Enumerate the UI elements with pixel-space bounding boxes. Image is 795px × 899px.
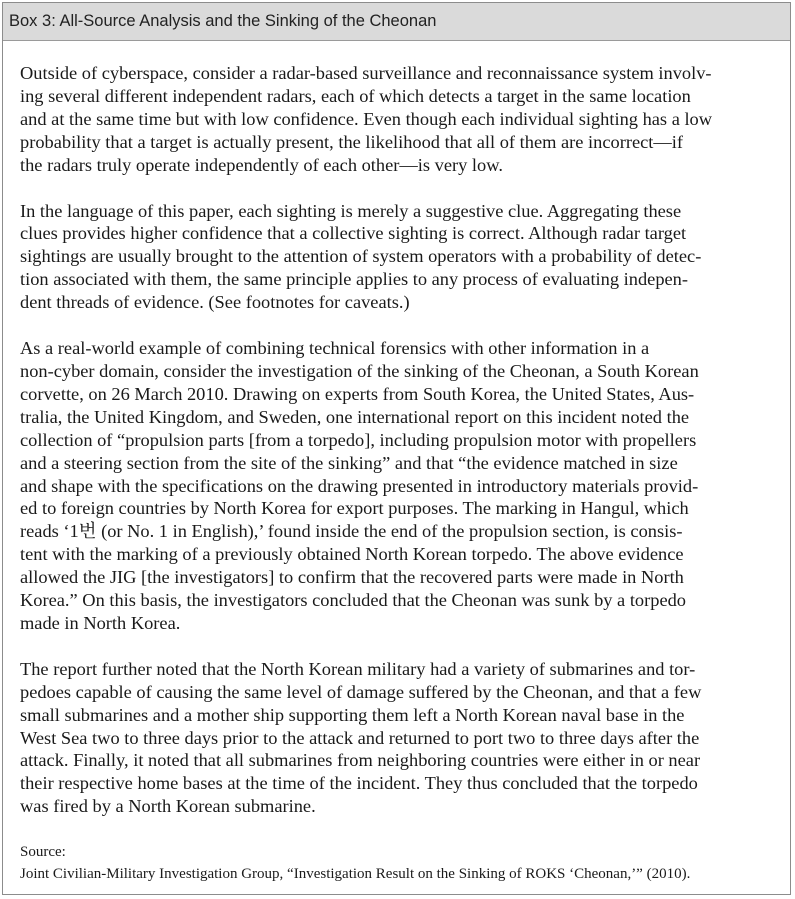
text-line: In the language of this paper, each sighting is merely a suggestive clue. Aggregating these — [20, 200, 682, 221]
text-line: and shape with the specifications on the drawing presented in introductory materials provid- — [20, 475, 699, 496]
text-line: Outside of cyberspace, consider a radar-based surveillance and reconnaissance system involv- — [20, 63, 712, 83]
text-line: clues provides higher confidence that a collective sighting is correct. Although radar target — [20, 223, 687, 244]
text-line: dent threads of evidence. (See footnotes for caveats.) — [20, 292, 410, 313]
text-line: pedoes capable of causing the same level of damage suffered by the Cheonan, and that a few — [20, 681, 702, 702]
text-line: tion associated with them, the same principle applies to any process of evaluating indepen- — [20, 269, 688, 290]
text-line: reads ‘1번 (or No. 1 in English),’ found inside the end of the propulsion section, is consis- — [20, 521, 683, 542]
sidebar-box — [2, 2, 791, 895]
source-note — [20, 841, 776, 885]
text-line: tralia, the United Kingdom, and Sweden, one international report on this incident noted the — [20, 406, 690, 427]
text-line: As a real-world example of combining technical forensics with other information in a — [20, 338, 650, 359]
text-line: attack. Finally, it noted that all submarines from neighboring countries were either in or near — [20, 750, 701, 771]
paragraph-radar — [20, 62, 776, 177]
text-line: and at the same time but with low confidence. Even though each individual sighting has a low — [20, 108, 713, 129]
text-line: Korea.” On this basis, the investigators concluded that the Cheonan was sunk by a torpedo — [20, 590, 686, 611]
text-line: the radars truly operate independently of each other—is very low. — [20, 154, 503, 175]
text-line: The report further noted that the North Korean military had a variety of submarines and tor- — [20, 658, 696, 679]
text-line: corvette, on 26 March 2010. Drawing on experts from South Korea, the United States, Aus- — [20, 383, 695, 404]
text-line: ed to foreign countries by North Korea for export purposes. The marking in Hangul, which — [20, 498, 689, 519]
paragraph-cheonan-example — [20, 337, 776, 635]
box-title: Box 3: All-Source Analysis and the Sinking of the Cheonan — [3, 3, 790, 41]
text-line: made in North Korea. — [20, 612, 181, 633]
text-line: tent with the marking of a previously obtained North Korean torpedo. The above evidence — [20, 544, 684, 565]
source-label: Source: — [20, 844, 66, 861]
text-line: ing several different independent radars, each of which detects a target in the same location — [20, 85, 691, 106]
text-line: their respective home bases at the time of the incident. They thus concluded that the torpedo — [20, 773, 698, 794]
text-line: was fired by a North Korean submarine. — [20, 796, 316, 817]
text-line: allowed the JIG [the investigators] to confirm that the recovered parts were made in North — [20, 567, 684, 588]
source-citation: Joint Civilian-Military Investigation Group, “Investigation Result on the Sinking of ROKS ‘Cheonan,’” (2010). — [20, 866, 691, 883]
text-line: collection of “propulsion parts [from a torpedo], including propulsion motor with propellers — [20, 429, 697, 450]
text-line: sightings are usually brought to the attention of system operators with a probability of detec- — [20, 246, 702, 267]
text-line: West Sea two to three days prior to the attack and returned to port two to three days after the — [20, 727, 700, 748]
text-line: probability that a target is actually present, the likelihood that all of them are incorrect—if — [20, 131, 684, 152]
paragraph-report-findings — [20, 658, 776, 818]
text-line: and a steering section from the site of the sinking” and that “the evidence matched in size — [20, 452, 678, 473]
text-line: non-cyber domain, consider the investigation of the sinking of the Cheonan, a South Korean — [20, 360, 699, 381]
box-body — [3, 41, 790, 885]
text-line: small submarines and a mother ship supporting them left a North Korean naval base in the — [20, 704, 685, 725]
paragraph-aggregation — [20, 200, 776, 315]
